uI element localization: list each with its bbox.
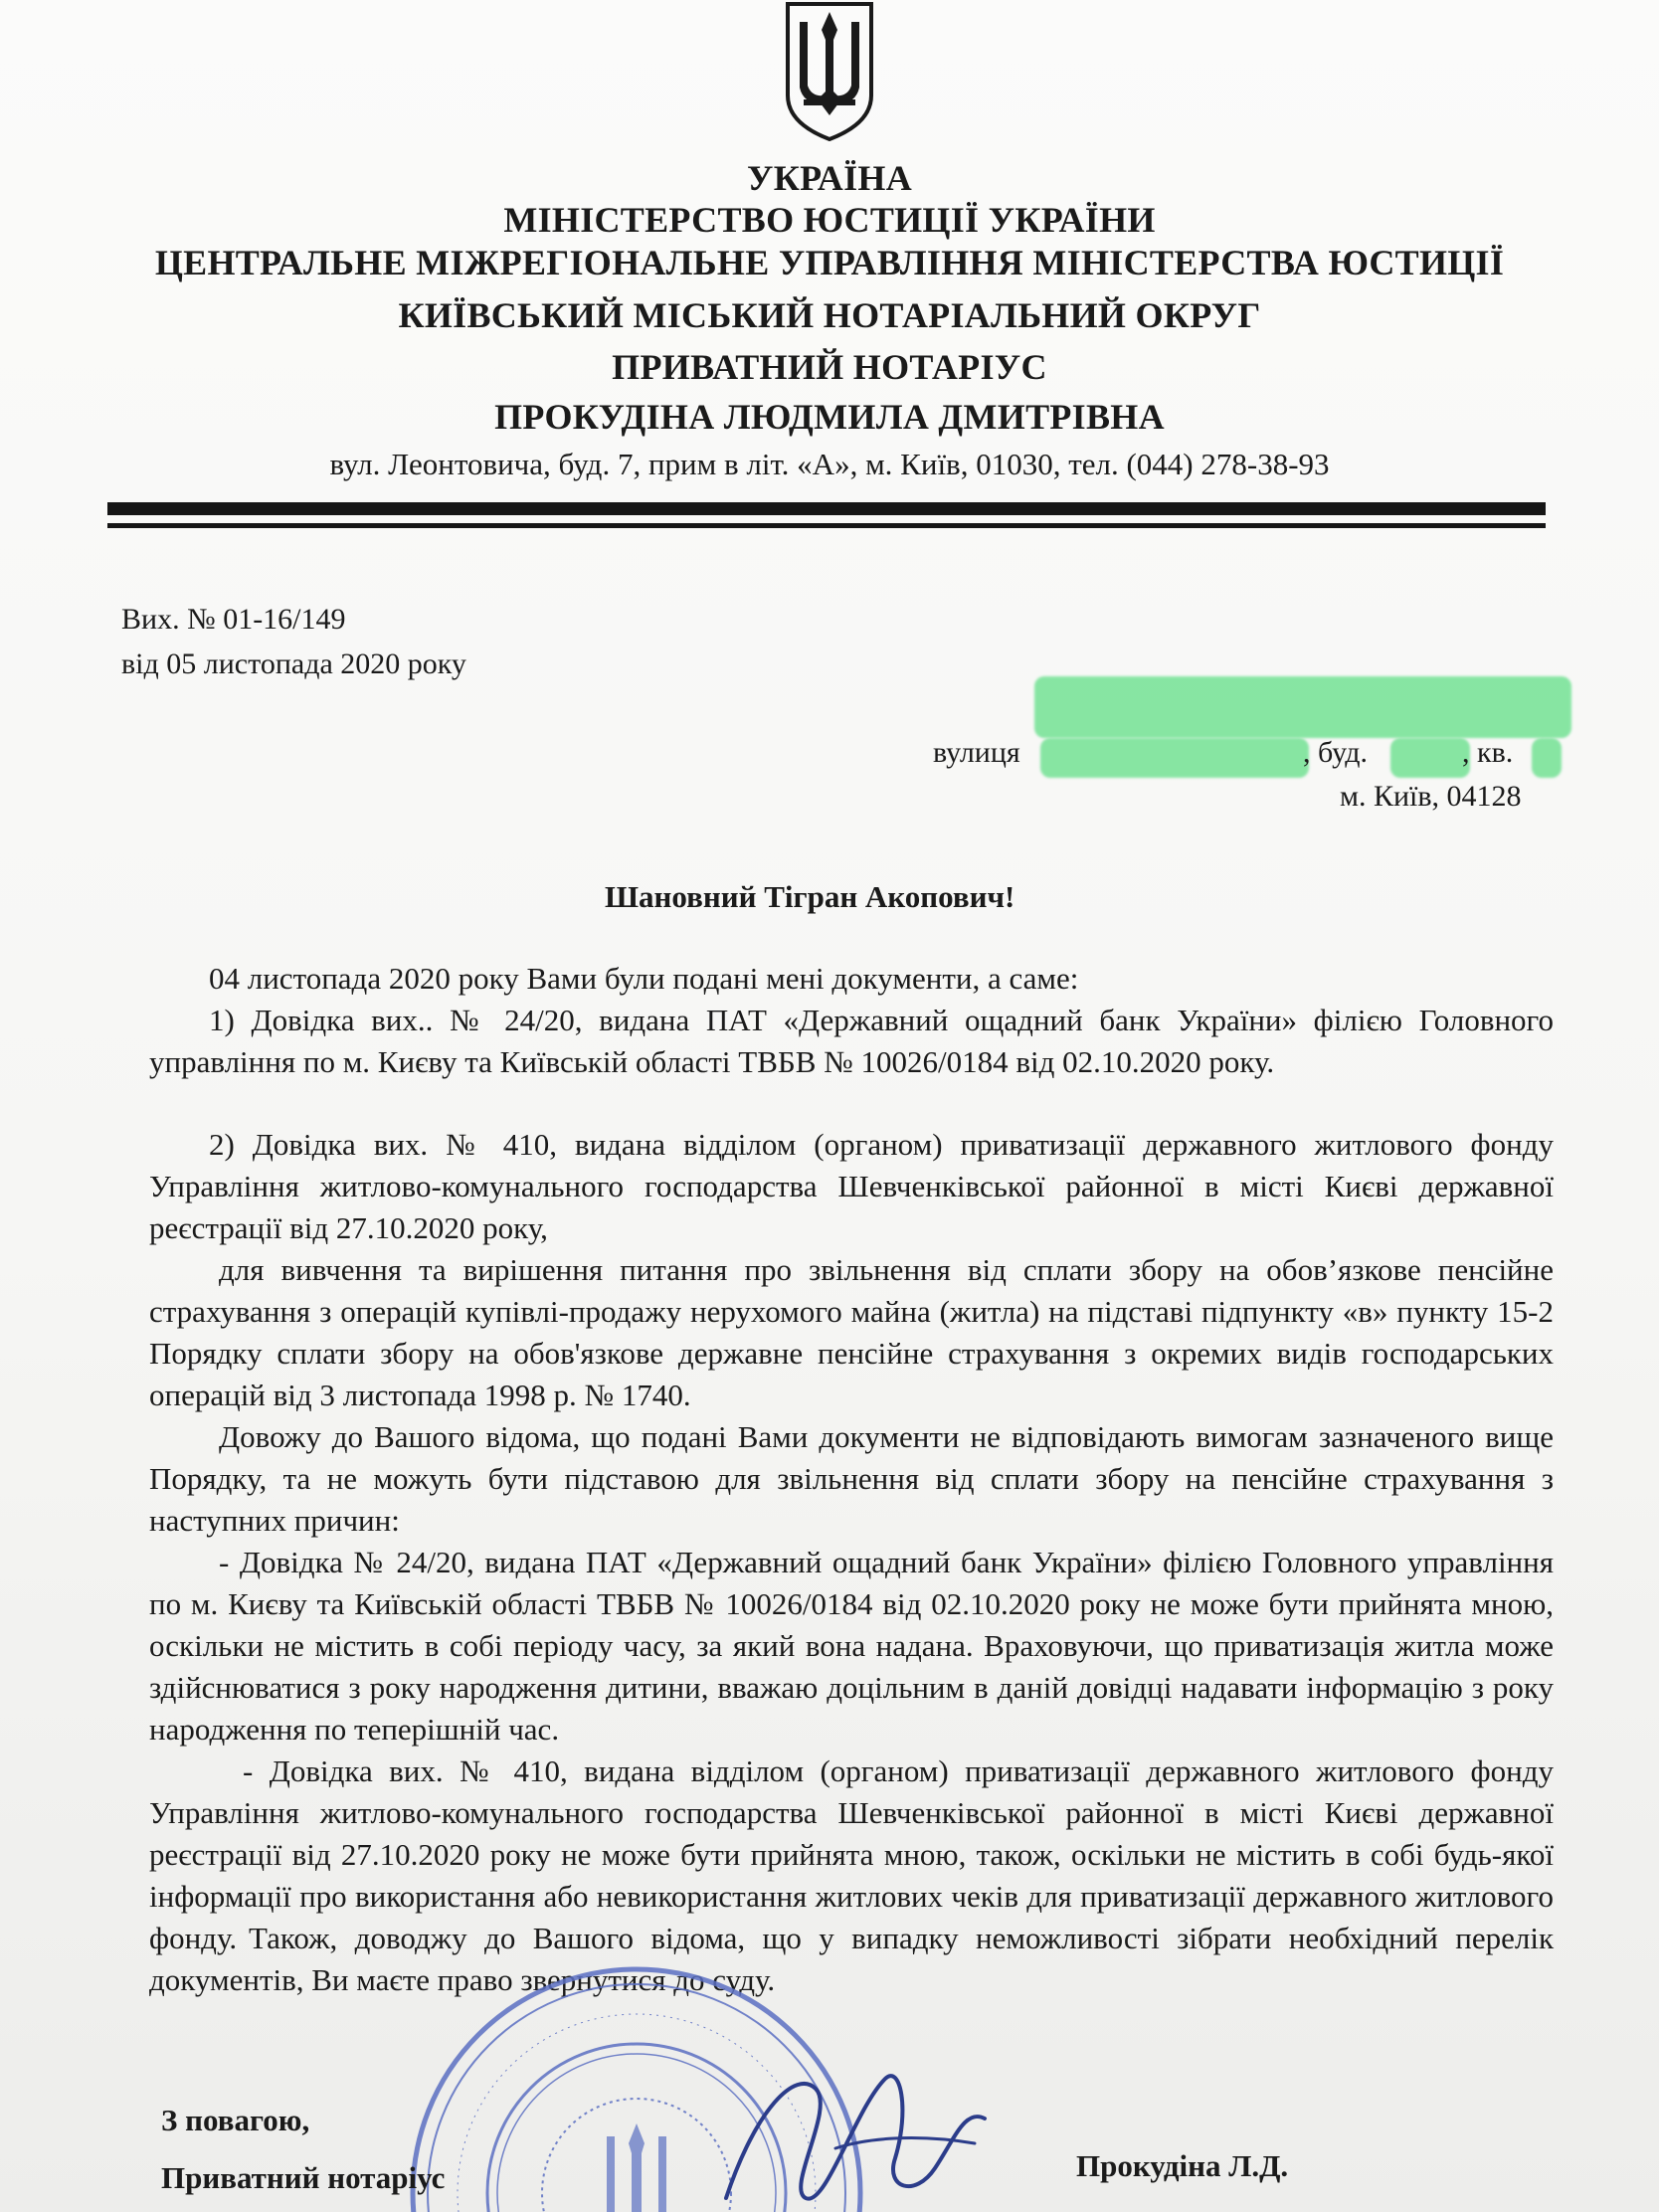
body-paragraph-purpose: для вивчення та вирішення питання про звільнення від сплати збору на обов’язкове пенсійне страхування з операцій купівлі-продажу нерухомого майна (житла) на підставі підпункту «в» пункту 15-2 Порядку сплати збору на обов'язкове державне пенсійне страхування з окремих видів господарських операцій від 3 листопада 1998 р. № 1740. [149, 1252, 1554, 1412]
header-department: ЦЕНТРАЛЬНЕ МІЖРЕГІОНАЛЬНЕ УПРАВЛІННЯ МІНІСТЕРСТВА ЮСТИЦІЇ [154, 243, 1505, 282]
header-district: КИЇВСЬКИЙ МІСЬКИЙ НОТАРІАЛЬНИЙ ОКРУГ [398, 295, 1261, 335]
header-divider-thick [107, 502, 1546, 515]
body-item-2: 2) Довідка вих. № 410, видана відділом (органом) приватизації державного житлового фонду Управління житлово-комунального господарства Шевченківської районної в місті Києві державної реєстрації від 27.10.2020 року, [149, 1127, 1554, 1245]
handwritten-signature [686, 2049, 1044, 2212]
header-notary-title: ПРИВАТНИЙ НОТАРІУС [612, 347, 1047, 387]
body-paragraph-court: Також, доводжу до Вашого відома, що у випадку неможливості зібрати необхідний перелік документів, Ви маєте право звернутися до суду. [149, 1921, 1554, 1997]
redaction-mark [1040, 738, 1309, 778]
recipient-apt-label: , кв. [1462, 736, 1514, 769]
recipient-street-label: вулиця [933, 736, 1020, 769]
body-paragraph-notice: Довожу до Вашого відома, що подані Вами документи не відповідають вимогам зазначеного вище Порядку, та не можуть бути підставою для звільнення від сплати збору на пенсійне страхування з наступних причин: [149, 1419, 1554, 1538]
redaction-mark [1034, 676, 1571, 738]
outgoing-number: Вих. № 01-16/149 [121, 603, 346, 636]
body-item-1: 1) Довідка вих.. № 24/20, видана ПАТ «Державний ощадний банк України» філією Головного управління по м. Києву та Київській області ТВБВ № 10026/0184 від 02.10.2020 року. [149, 1003, 1554, 1079]
header-address: вул. Леонтовича, буд. 7, прим в літ. «А», м. Київ, 01030, тел. (044) 278-38-93 [329, 447, 1330, 481]
salutation: Шановний Тігран Акопович! [605, 879, 1015, 914]
redaction-mark [1390, 738, 1470, 778]
closing-regards: З повагою, [161, 2103, 310, 2137]
closing-name: Прокудіна Л.Д. [1076, 2148, 1289, 2183]
header-country: УКРАЇНА [746, 158, 913, 198]
header-notary-name: ПРОКУДІНА ЛЮДМИЛА ДМИТРІВНА [494, 397, 1165, 437]
body-reason-2: - Довідка вих. № 410, видана відділом (органом) приватизації державного житлового фонду Управління житлово-комунального господарства Шевченківської районної в місті Києві державної реєстрації від 27.10.2020 року не може бути прийнята мною, також, оскільки не містить в собі будь-якої інформації про використання або невикористання житлових чеків для приватизації державного житлового фонду. [149, 1753, 1554, 1955]
redaction-mark [1532, 738, 1562, 778]
header-divider-thin [107, 523, 1546, 528]
body-reason-1: - Довідка № 24/20, видана ПАТ «Державний ощадний банк України» філією Головного управління по м. Києву та Київській області ТВБВ № 10026/0184 від 02.10.2020 року не може бути прийнята мною, оскільки не містить в собі періоду часу, за який вона надана. Враховуючи, що приватизація житла може здійснюватися з року народження дитини, вважаю доцільним в даній довідці надавати інформацію з року народження по теперішній час. [149, 1545, 1554, 1747]
trident-coat-of-arms-icon [782, 0, 877, 141]
header-ministry: МІНІСТЕРСТВО ЮСТИЦІЇ УКРАЇНИ [503, 200, 1156, 240]
recipient-house-label: , буд. [1303, 736, 1368, 769]
recipient-city: м. Київ, 04128 [1340, 780, 1522, 813]
outgoing-date: від 05 листопада 2020 року [121, 647, 466, 680]
closing-position: Приватний нотаріус [161, 2160, 446, 2195]
body-paragraph-intro: 04 листопада 2020 року Вами були подані мені документи, а саме: [209, 961, 1079, 996]
